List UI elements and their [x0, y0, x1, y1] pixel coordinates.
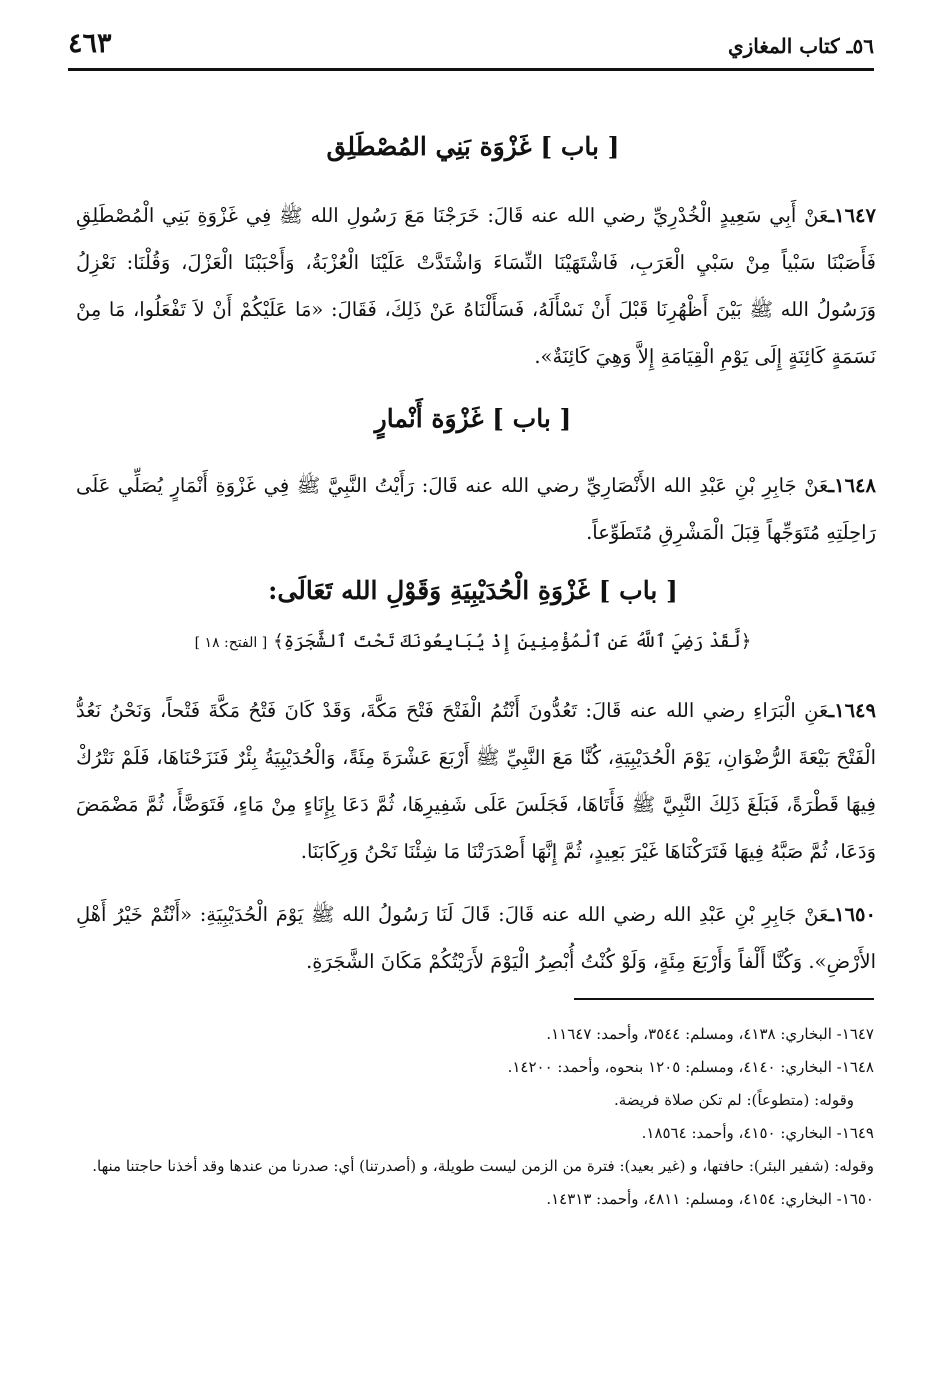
- hadith-number: ١٦٥٠ـ: [828, 903, 876, 926]
- verse-text: ﴿لَّقَدْ رَضِيَ ٱللَّهُ عَنِ ٱلْمُؤْمِنِينَ إِذْ يُبَايِعُونَكَ تَحْتَ ٱلشَّجَرَةِ﴾: [273, 631, 752, 652]
- running-title: ٥٦ـ كتاب المغازي: [727, 34, 874, 58]
- footnotes: [74, 1018, 874, 1216]
- chapter-title-anmar: [ باب ] غَزْوَة أَنْمارٍ: [374, 404, 572, 433]
- header-rule: [68, 68, 874, 71]
- chapter-title-hudaybiyyah: [ باب ] غَزْوَةِ الْحُدَيْبِيَةِ وَقَوْلِ الله تَعَالَى:: [268, 576, 678, 605]
- footnote-separator: [574, 998, 874, 1000]
- hadith-number: ١٦٤٧ـ: [828, 204, 876, 227]
- footnote-1649-note: وقوله: (شفير البئر): حافتها، و (غير بعيد): فترة من الزمن ليست طويلة، و (أصدرتنا) أي: صدرنا من عندها وقد أخذنا حاجتنا منها.: [92, 1157, 874, 1175]
- hadith-number: ١٦٤٨ـ: [828, 474, 876, 497]
- page-number: ٤٦٣: [68, 28, 112, 59]
- chapter-title-banu-mustaliq: [ باب ] غَزْوَة بَنِي المُصْطَلِق: [326, 132, 620, 161]
- hadith-1649: [76, 687, 876, 875]
- hadith-text: عَنْ أَبِي سَعِيدٍ الْخُدْرِيِّ رضي الله عنه قَالَ: خَرَجْنَا مَعَ رَسُولِ الله ﷺ فِي غَزْوَةِ بَنِي الْمُصْطَلِقِ فَأَصَبْنَا سَبْياً مِنْ سَبْيِ الْعَرَبِ، فَاشْتَهَيْنَا النِّسَاءَ وَاشْتَدَّتْ عَلَيْنَا الْعُزْبَةُ، وَأَحْبَبْنَا الْعَزْلَ، وَقُلْنَا: نَعْزِلُ وَرَسُولُ الله ﷺ بَيْنَ أَظْهُرِنَا قَبْلَ أَنْ نَسْأَلَهُ، فَسَأَلْنَاهُ عَنْ ذَلِكَ، فَقَالَ: «مَا عَلَيْكُمْ أَنْ لاَ تَفْعَلُوا، مَا مِنْ نَسَمَةٍ كَائِنَةٍ إِلَى يَوْمِ الْقِيَامَةِ إِلاَّ وَهِيَ كَائِنَةٌ».: [76, 204, 876, 368]
- hadith-1648: [76, 462, 876, 556]
- footnote-1648: ١٦٤٨- البخاري: ٤١٤٠، ومسلم: ١٢٠٥ بنحوه، وأحمد: ١٤٢٠٠.: [507, 1058, 874, 1076]
- footnote-1649: ١٦٤٩- البخاري: ٤١٥٠، وأحمد: ١٨٥٦٤.: [641, 1124, 874, 1142]
- hadith-text: عَنْ جَابِرِ بْنِ عَبْدِ الله رضي الله عنه قَالَ: قَالَ لَنَا رَسُولُ الله ﷺ يَوْمَ الْحُدَيْبِيَةِ: «أَنْتُمْ خَيْرُ أَهْلِ الأَرْضِ». وَكُنَّا أَلْفاً وَأَرْبَعَ مِئَةٍ، وَلَوْ كُنْتُ أُبْصِرُ الْيَوْمَ لأَرَيْتُكُمْ مَكَانَ الشَّجَرَةِ.: [76, 903, 876, 973]
- hadith-text: عَنِ الْبَرَاءِ رضي الله عنه قَالَ: تَعُدُّونَ أَنْتُمُ الْفَتْحَ فَتْحَ مَكَّةَ، وَقَدْ كَانَ فَتْحُ مَكَّةَ فَتْحاً، وَنَحْنُ نَعُدُّ الْفَتْحَ بَيْعَةَ الرُّضْوَانِ، يَوْمَ الْحُدَيْبِيَةِ، كُنَّا مَعَ النَّبِيِّ ﷺ أَرْبَعَ عَشْرَةَ مِئَةً، وَالْحُدَيْبِيَةُ بِئْرٌ فَنَزَحْنَاهَا، فَلَمْ نَتْرُكْ فِيهَا قَطْرَةً، فَبَلَغَ ذَلِكَ النَّبِيَّ ﷺ فَأَتَاهَا، فَجَلَسَ عَلَى شَفِيرِهَا، ثُمَّ دَعَا بِإِنَاءٍ مِنْ مَاءٍ، فَتَوَضَّأَ، ثُمَّ مَضْمَضَ وَدَعَا، ثُمَّ صَبَّهُ فِيهَا فَتَرَكْنَاهَا غَيْرَ بَعِيدٍ، ثُمَّ إِنَّهَا أَصْدَرَتْنَا مَا شِئْنَا نَحْنُ وَرِكَابَنَا.: [76, 699, 876, 863]
- hadith-text: عَنْ جَابِرِ بْنِ عَبْدِ الله الأَنْصَارِيِّ رضي الله عنه قَالَ: رَأَيْتُ النَّبِيَّ ﷺ فِي غَزْوَةِ أَنْمَارٍ يُصَلِّي عَلَى رَاحِلَتِهِ مُتَوَجِّهاً قِبَلَ الْمَشْرِقِ مُتَطَوِّعاً.: [76, 474, 876, 544]
- verse-reference: [ الفتح: ١٨ ]: [194, 635, 268, 651]
- hadith-1650: [76, 891, 876, 985]
- hadith-1647: [76, 192, 876, 380]
- footnote-1647: ١٦٤٧- البخاري: ٤١٣٨، ومسلم: ٣٥٤٤، وأحمد: ١١٦٤٧.: [546, 1025, 874, 1043]
- quran-verse: [70, 631, 876, 652]
- hadith-number: ١٦٤٩ـ: [828, 699, 876, 722]
- footnote-1650: ١٦٥٠- البخاري: ٤١٥٤، ومسلم: ٤٨١١، وأحمد: ١٤٣١٣.: [546, 1190, 874, 1208]
- page-header: [68, 28, 874, 64]
- footnote-1648-note: وقوله: (متطوعاً): لم تكن صلاة فريضة.: [614, 1091, 854, 1109]
